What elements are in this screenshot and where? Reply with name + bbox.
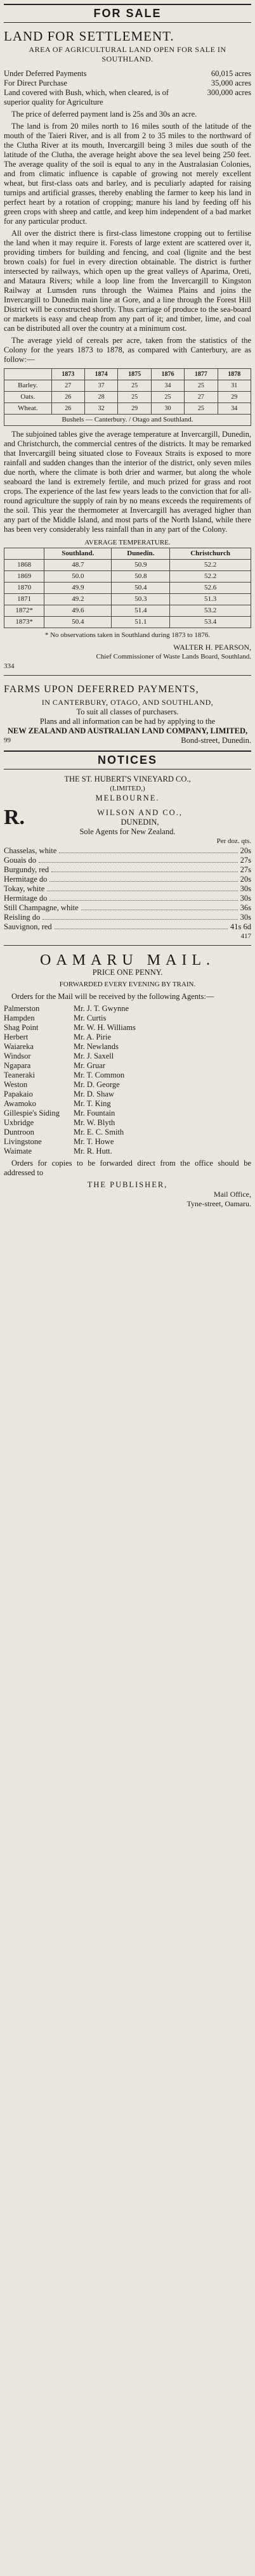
yield-table bbox=[4, 368, 251, 426]
temp-caption: AVERAGE TEMPERATURE. bbox=[84, 539, 171, 546]
yield-value: 25 bbox=[185, 380, 218, 392]
leader-dots bbox=[55, 922, 228, 929]
agent-person: Mr. J. Saxell bbox=[74, 1052, 114, 1060]
agent-person: Mr. A. Pirie bbox=[74, 1033, 112, 1041]
yield-value: 28 bbox=[84, 392, 117, 403]
oamaru-footer-text: Orders for copies to be forwarded direct from the office should be addressed to bbox=[4, 1159, 251, 1177]
temp-cell: 49.2 bbox=[44, 594, 112, 605]
agent-role: Sole Agents for New Zealand. bbox=[79, 827, 176, 836]
yield-value: 27 bbox=[185, 392, 218, 403]
temp-cell: 49.9 bbox=[44, 583, 112, 594]
vineyard-city: MELBOURNE. bbox=[95, 794, 160, 802]
oamaru-intro: Orders for the Mail will be received by the following Agents:— bbox=[11, 992, 214, 1001]
wine-row bbox=[4, 846, 251, 856]
agent-town: Ngapara bbox=[4, 1061, 31, 1070]
leader-dots bbox=[49, 894, 237, 901]
yield-value: 25 bbox=[185, 403, 218, 415]
temp-cell: 1868 bbox=[4, 560, 44, 571]
agent-person: Mr. J. T. Gwynne bbox=[74, 1004, 129, 1013]
yield-crop: Barley. bbox=[4, 380, 52, 392]
temp-cell: 53.2 bbox=[170, 605, 251, 617]
oamaru-forwarded: FORWARDED EVERY EVENING BY TRAIN. bbox=[59, 981, 196, 988]
yield-value: 34 bbox=[151, 380, 184, 392]
wine-name: Burgundy, red bbox=[4, 865, 49, 874]
oamaru-price: PRICE ONE PENNY. bbox=[92, 968, 163, 977]
agent-town: Hampden bbox=[4, 1014, 35, 1022]
wine-row bbox=[4, 922, 251, 932]
farms-sub: IN CANTERBURY, OTAGO, AND SOUTHLAND, bbox=[41, 698, 214, 707]
temp-cell: 52.2 bbox=[170, 560, 251, 571]
stat-row: Land covered with Bush, which, when cleared, is of superior quality for Agriculture 300,000 acres bbox=[4, 88, 251, 106]
temp-cell: 50.4 bbox=[112, 583, 170, 594]
temp-cell: 1873* bbox=[4, 617, 44, 628]
temp-cell: 1869 bbox=[4, 571, 44, 583]
temp-row bbox=[4, 583, 251, 594]
agent-block bbox=[4, 808, 251, 827]
agent-person: Mr. T. King bbox=[74, 1099, 111, 1108]
temp-cell: 49.6 bbox=[44, 605, 112, 617]
wine-name: Hermitage do bbox=[4, 894, 48, 903]
yield-value: 25 bbox=[151, 392, 184, 403]
agent-row bbox=[4, 1061, 251, 1071]
farms-company: NEW ZEALAND AND AUSTRALIAN LAND COMPANY, LIMITED, bbox=[7, 726, 248, 735]
signature-title: Chief Commissioner of Waste Lands Board, Southland. bbox=[96, 653, 251, 660]
yield-value: 29 bbox=[218, 392, 251, 403]
yield-value: 31 bbox=[218, 380, 251, 392]
wine-name: Tokay, white bbox=[4, 884, 45, 893]
yield-corner bbox=[4, 369, 52, 380]
ref-417: 417 bbox=[240, 932, 251, 940]
para-location: The land is from 20 miles north to 16 miles south of the latitude of the mouth of the Taieri River, and is all from 2 to 35 miles to the northward of the Clutha River at its mouth, Invercargill being 3 miles due south of the latitude of the Clutha, the average height above the sea level being 250 feet. The average quality of the soil is equal to any in the Australasian Colonies, and from climatic influence is capable of growing not merely excellent wheat, but first-class oats and barley, and is peculiarly adapted for raising turnips and artificial grasses, thereby enabling the farmer to keep his land in perfect heart by a rotation of cropping; manure his land by feeding off his green crops with sheep and cattle, and keep him independent of a bad market for any particular product. bbox=[4, 122, 251, 226]
wine-row bbox=[4, 884, 251, 894]
yield-value: 26 bbox=[51, 403, 84, 415]
agent-town: Papakaio bbox=[4, 1090, 33, 1098]
temp-cell: 52.6 bbox=[170, 583, 251, 594]
oamaru-office: Mail Office, bbox=[213, 1190, 251, 1199]
land-title-text: LAND FOR SETTLEMENT. bbox=[4, 29, 174, 44]
farms-line2: Plans and all information can be had by applying to the bbox=[39, 717, 216, 726]
agent-person: Mr. W. Blyth bbox=[74, 1118, 115, 1127]
temp-footnote: * No observations taken in Southland during 1873 to 1876. bbox=[44, 631, 211, 639]
yield-crop: Oats. bbox=[4, 392, 52, 403]
temp-cell: 50.8 bbox=[112, 571, 170, 583]
yield-value: 34 bbox=[218, 403, 251, 415]
yield-year: 1877 bbox=[185, 369, 218, 380]
for-sale-header: FOR SALE bbox=[4, 4, 251, 23]
yield-header-row bbox=[4, 369, 251, 380]
temp-cell: 53.4 bbox=[170, 617, 251, 628]
temp-row bbox=[4, 560, 251, 571]
temp-cell: 50.3 bbox=[112, 594, 170, 605]
yield-value: 26 bbox=[51, 392, 84, 403]
agent-town: Palmerston bbox=[4, 1004, 40, 1013]
yield-year: 1875 bbox=[118, 369, 151, 380]
yield-value: 25 bbox=[118, 380, 151, 392]
leader-dots bbox=[39, 856, 238, 863]
temperature-table bbox=[4, 548, 251, 628]
oamaru-publisher: THE PUBLISHER, bbox=[87, 1180, 168, 1189]
leader-dots bbox=[47, 884, 237, 891]
agent-person: Mr. T. Common bbox=[74, 1071, 125, 1079]
yield-year: 1878 bbox=[218, 369, 251, 380]
agent-row bbox=[4, 1023, 251, 1033]
wine-row bbox=[4, 875, 251, 884]
yield-row bbox=[4, 380, 251, 392]
wine-price: 30s bbox=[240, 884, 251, 893]
agent-row bbox=[4, 1004, 251, 1014]
land-stats bbox=[4, 69, 251, 107]
agent-row bbox=[4, 1109, 251, 1118]
agent-row bbox=[4, 1052, 251, 1061]
page-column bbox=[4, 0, 251, 1209]
wine-name: Sauvignon, red bbox=[4, 922, 52, 931]
agent-row bbox=[4, 1090, 251, 1099]
yield-year: 1873 bbox=[51, 369, 84, 380]
wine-price: 30s bbox=[240, 894, 251, 903]
wine-name: Hermitage do bbox=[4, 875, 48, 884]
leader-dots bbox=[81, 903, 238, 910]
agent-row bbox=[4, 1128, 251, 1137]
leader-dots bbox=[43, 913, 237, 920]
oamaru-agent-list bbox=[4, 1004, 251, 1156]
agent-row bbox=[4, 1080, 251, 1090]
wine-price: 27s bbox=[240, 865, 251, 874]
agent-person: Mr. Curtis bbox=[74, 1014, 107, 1022]
temp-header-cell bbox=[4, 548, 44, 560]
yield-value: 29 bbox=[118, 403, 151, 415]
wine-price: 30s bbox=[240, 913, 251, 922]
yield-value: 32 bbox=[84, 403, 117, 415]
wine-row bbox=[4, 894, 251, 903]
agent-town: Waimate bbox=[4, 1147, 32, 1156]
agent-town: Windsor bbox=[4, 1052, 31, 1060]
temp-cell: 52.2 bbox=[170, 571, 251, 583]
ref-334: 334 bbox=[4, 662, 15, 670]
temp-cell: 1870 bbox=[4, 583, 44, 594]
agent-name: WILSON AND CO., bbox=[97, 808, 183, 817]
agent-person: Mr. W. H. Williams bbox=[74, 1023, 136, 1032]
temp-cell: 1872* bbox=[4, 605, 44, 617]
temp-row bbox=[4, 594, 251, 605]
stat-row: For Direct Purchase 35,000 acres bbox=[4, 79, 251, 87]
para-temperature: The subjoined tables give the average temperature at Invercargill, Dunedin, and Christchurch, the commercial centres of the districts. It may be remarked that Invercargill being situated close to Foveaux Straits is exposed to more rainfall and sudden changes than the interior of the district, only seven miles due north, where the climate is both drier and warmer, but along the whole seaboard the land is extremely fertile, and much prized for grass and root crops. The experience of the last few years leads to the conviction that for all-round agriculture the supply of rain by no means exceeds the requirements of the soil. This year the thermometer at Invercargill has averaged higher than any part of the Middle Island, and most parts of the North Island, while there has been very considerably less rainfall than in any part of the Colony. bbox=[4, 430, 251, 534]
temp-cell: 48.7 bbox=[44, 560, 112, 571]
leader-dots bbox=[51, 865, 237, 872]
agent-person: Mr. D. Shaw bbox=[74, 1090, 114, 1098]
agent-person: Mr. Fountain bbox=[74, 1109, 115, 1117]
wine-price: 41s 6d bbox=[230, 922, 251, 931]
yield-year: 1874 bbox=[84, 369, 117, 380]
farms-line1: To suit all classes of purchasers. bbox=[76, 707, 179, 716]
oamaru-office-address: Tyne-street, Oamaru. bbox=[186, 1199, 251, 1208]
farms-footer: 99 Bond-street, Dunedin. bbox=[4, 736, 251, 745]
agent-city: DUNEDIN, bbox=[121, 818, 159, 827]
agent-row bbox=[4, 1042, 251, 1052]
wine-name: Reisling do bbox=[4, 913, 41, 922]
temp-row bbox=[4, 605, 251, 617]
agent-person: Mr. D. George bbox=[74, 1080, 120, 1089]
wine-price: 20s bbox=[240, 875, 251, 884]
agent-row bbox=[4, 1118, 251, 1128]
agent-town: Weston bbox=[4, 1080, 28, 1089]
leader-dots bbox=[49, 875, 237, 882]
temp-cell: 51.3 bbox=[170, 594, 251, 605]
wine-name: Gouais do bbox=[4, 856, 37, 865]
leader-dots bbox=[59, 846, 237, 853]
temp-cell: 51.1 bbox=[112, 617, 170, 628]
temp-cell: 51.4 bbox=[112, 605, 170, 617]
agent-town: Waiareka bbox=[4, 1042, 34, 1051]
agent-person: Mr. E. C. Smith bbox=[74, 1128, 124, 1137]
land-subtitle: AREA OF AGRICULTURAL LAND OPEN FOR SALE IN SOUTHLAND. bbox=[29, 45, 226, 63]
yield-value: 37 bbox=[84, 380, 117, 392]
temp-row bbox=[4, 617, 251, 628]
wine-row bbox=[4, 903, 251, 913]
stat-row: Under Deferred Payments 60,015 acres bbox=[4, 69, 251, 78]
agent-row bbox=[4, 1137, 251, 1147]
temp-header-cell: Southland. bbox=[44, 548, 112, 560]
wine-name: Still Champagne, white bbox=[4, 903, 79, 912]
wine-name: Chasselas, white bbox=[4, 846, 57, 855]
vineyard-limited: (LIMITED,) bbox=[110, 785, 145, 792]
wine-row bbox=[4, 865, 251, 875]
farms-title: FARMS UPON DEFERRED PAYMENTS, bbox=[4, 684, 199, 695]
price-unit: Per doz. qts. bbox=[216, 837, 251, 845]
temp-header-cell: Christchurch bbox=[170, 548, 251, 560]
agent-row bbox=[4, 1033, 251, 1042]
agent-row bbox=[4, 1099, 251, 1109]
oamaru-masthead: OAMARU MAIL. bbox=[40, 952, 215, 969]
yield-row bbox=[4, 403, 251, 415]
wine-price: 20s bbox=[240, 846, 251, 855]
yield-unit-row bbox=[4, 415, 251, 426]
agent-town: Herbert bbox=[4, 1033, 29, 1041]
land-title bbox=[4, 29, 251, 44]
agent-town: Uxbridge bbox=[4, 1118, 34, 1127]
yield-value: 30 bbox=[151, 403, 184, 415]
yield-unit: Bushels — Canterbury. / Otago and Southland. bbox=[4, 415, 251, 426]
wine-price: 36s bbox=[240, 903, 251, 912]
agent-town: Gillespie's Siding bbox=[4, 1109, 60, 1117]
vineyard-title: THE ST. HUBERT'S VINEYARD CO., bbox=[64, 775, 191, 783]
temp-cell: 50.4 bbox=[44, 617, 112, 628]
temp-cell: 50.9 bbox=[112, 560, 170, 571]
yield-value: 25 bbox=[118, 392, 151, 403]
wine-price: 27s bbox=[240, 856, 251, 865]
yield-year: 1876 bbox=[151, 369, 184, 380]
notices-header: NOTICES bbox=[4, 750, 251, 770]
para-yield: The average yield of cereals per acre, taken from the statistics of the Colony for the years 1873 to 1878, as compared with Canterbury, are as follow:— bbox=[4, 336, 251, 364]
yield-row bbox=[4, 392, 251, 403]
temp-cell: 50.0 bbox=[44, 571, 112, 583]
temp-cell: 1871 bbox=[4, 594, 44, 605]
agent-town: Shag Point bbox=[4, 1023, 39, 1032]
agent-person: Mr. Gruar bbox=[74, 1061, 105, 1070]
agent-town: Duntroon bbox=[4, 1128, 34, 1137]
para-price: The price of deferred payment land is 25s and 30s an acre. bbox=[11, 110, 197, 119]
wine-row bbox=[4, 913, 251, 922]
agent-row bbox=[4, 1147, 251, 1156]
yield-crop: Wheat. bbox=[4, 403, 52, 415]
agent-initial: R. bbox=[4, 806, 25, 829]
agent-person: Mr. Newlands bbox=[74, 1042, 119, 1051]
temp-header-cell: Dunedin. bbox=[112, 548, 170, 560]
yield-value: 27 bbox=[51, 380, 84, 392]
wine-row bbox=[4, 856, 251, 865]
agent-person: Mr. R. Hutt. bbox=[74, 1147, 112, 1156]
agent-town: Teaneraki bbox=[4, 1071, 36, 1079]
agent-row bbox=[4, 1071, 251, 1080]
para-limestone: All over the district there is first-class limestone cropping out to fertilise the land when it may require it. Forests of large extent are scattered over it, providing timbers for building and fencing, and coal (lignite and the best brown coals) for fuel in every direction obtainable. The district is further intersected by railways, which open up the great valleys of Aparima, Oreti, and Mataura Rivers; while a loop line from the Invercargill to Kingston Railway at Lumsden runs through the Waimea Plains and joins the Invercargill to Dunedin main line at Gore, and a line through the Forest Hill District will be constructed shortly. Thus carriage of produce to the sea-board or markets is easy and cheap from any part of it; and timber, lime, and coal can be distributed all over the country at a minimum cost. bbox=[4, 229, 251, 333]
signature-name: WALTER H. PEARSON, bbox=[173, 643, 251, 652]
agent-town: Livingstone bbox=[4, 1137, 42, 1146]
agent-row bbox=[4, 1014, 251, 1023]
agent-person: Mr. T. Howe bbox=[74, 1137, 114, 1146]
wine-list bbox=[4, 846, 251, 932]
temp-row bbox=[4, 571, 251, 583]
agent-town: Awamoko bbox=[4, 1099, 36, 1108]
